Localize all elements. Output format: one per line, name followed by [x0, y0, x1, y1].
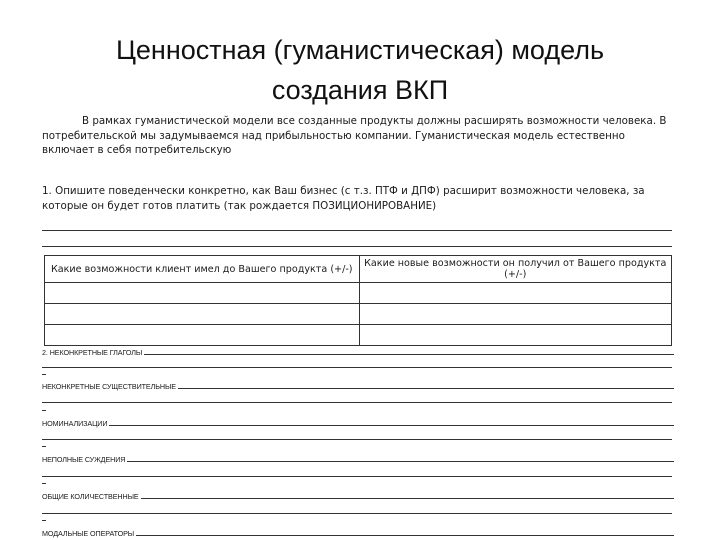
question-1-line-2: которые он будет готов платить (так рождается ПОЗИЦИОНИРОВАНИЕ)	[42, 200, 437, 212]
field-nonspecific-nouns	[42, 378, 674, 391]
field-answer-line[interactable]	[127, 460, 674, 462]
answer-line[interactable]	[42, 513, 672, 514]
field-nominalizations	[42, 415, 674, 428]
table-cell[interactable]	[45, 304, 360, 325]
title-line-2: создания ВКП	[271, 75, 449, 105]
field-answer-line[interactable]	[144, 353, 674, 355]
line-continuation	[42, 410, 46, 411]
title-line-1: Ценностная (гуманистическая) модель	[115, 35, 605, 65]
table-row	[45, 304, 672, 325]
answer-line[interactable]	[42, 246, 672, 247]
table-row	[45, 325, 672, 346]
field-label: ОБЩИЕ КОЛИЧЕСТВЕННЫЕ	[42, 492, 139, 501]
field-label: 2. НЕКОНКРЕТНЫЕ ГЛАГОЛЫ	[42, 348, 143, 357]
line-continuation	[42, 520, 46, 521]
intro-line-2: потребительской мы задумываемся над прибыльностью компании. Гуманистическая модель естественно	[42, 129, 625, 142]
table-cell[interactable]	[359, 325, 672, 346]
answer-line[interactable]	[42, 476, 672, 477]
field-label: НЕПОЛНЫЕ СУЖДЕНИЯ	[42, 455, 126, 464]
field-answer-line[interactable]	[141, 497, 674, 499]
field-answer-line[interactable]	[178, 387, 674, 389]
table-cell[interactable]	[359, 283, 672, 304]
table-cell[interactable]	[359, 304, 672, 325]
answer-line[interactable]	[42, 402, 672, 403]
intro-line-1: В рамках гуманистической модели все созданные продукты должны расширять возможности человека. В	[82, 115, 667, 127]
field-answer-line[interactable]	[136, 534, 674, 536]
field-nonspecific-verbs	[42, 344, 674, 357]
table-header-row	[45, 256, 672, 283]
question-1	[42, 184, 682, 214]
field-label: НОМИНАЛИЗАЦИИ	[42, 419, 108, 428]
field-modal-operators	[42, 525, 674, 538]
opportunities-table	[44, 255, 672, 346]
table-row	[45, 283, 672, 304]
table-cell[interactable]	[45, 325, 360, 346]
question-1-line-1: 1. Опишите поведенчески конкретно, как Ваш бизнес (с т.з. ПТФ и ДПФ) расширит возможности человека, за	[42, 185, 645, 197]
column-header-after: Какие новые возможности он получил от Вашего продукта (+/-)	[359, 256, 672, 283]
answer-line[interactable]	[42, 439, 672, 440]
field-incomplete-statements	[42, 451, 674, 464]
table-cell[interactable]	[45, 283, 360, 304]
field-universal-quantifiers	[42, 488, 674, 501]
field-label: НЕКОНКРЕТНЫЕ СУЩЕСТВИТЕЛЬНЫЕ	[42, 382, 176, 391]
intro-line-3: включает в себя потребительскую	[42, 144, 232, 156]
answer-line[interactable]	[42, 367, 672, 368]
line-continuation	[42, 446, 46, 447]
line-continuation	[42, 374, 46, 375]
page-title	[0, 30, 720, 110]
line-continuation	[42, 483, 46, 484]
intro-paragraph	[42, 114, 682, 158]
column-header-before: Какие возможности клиент имел до Вашего продукта (+/-)	[45, 256, 360, 283]
answer-line[interactable]	[42, 230, 672, 231]
field-answer-line[interactable]	[109, 424, 674, 426]
field-label: МОДАЛЬНЫЕ ОПЕРАТОРЫ	[42, 529, 135, 538]
